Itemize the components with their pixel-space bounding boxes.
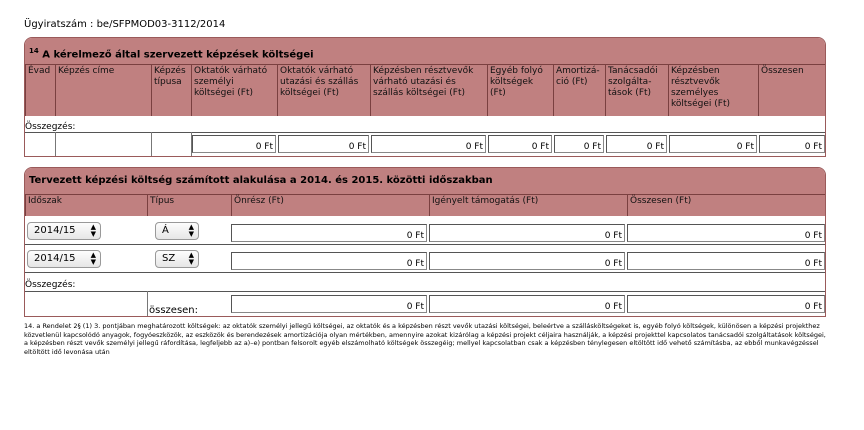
sum-instructor-travel: 0 Ft (278, 135, 369, 153)
divider (25, 244, 826, 245)
type-select[interactable] (155, 222, 199, 240)
own-contribution-input[interactable]: 0 Ft (231, 252, 427, 270)
divider (55, 132, 56, 157)
col-header-amortization: Amortizá-ció (Ft) (553, 64, 605, 116)
grand-total: 0 Ft (627, 295, 825, 313)
footnote-ref: 14 (29, 47, 39, 55)
stepper-arrows-icon: ▲ ▼ (90, 223, 96, 238)
footnote: 14. a Rendelet 2§ (1) 3. pontjában meghatározott költségek: az oktatók személyi jellegű költségei, az oktatók és a képzésben részt vevők utazási költségei, beleértve a szállásköltségeket is, egyéb folyó költségek, különösen a képzési projekthez közvetlenül kapcsolódó anyagok, fogyóeszközök, az eszközök és berendezések amortizációja olyan mértékben, amennyire azokat kizárólag a képzési projekt céljaira használják, a képzési projekttel kapcsolatos tanácsadói szolgáltatások költségei, a képzésben részt vevők személyi jellegű ráfordítása, legfeljebb az a)–e) pontban felsorolt egyéb elszámolható költségek összegéig; mellyel kapcsolatban csak a képzésben ténylegesen eltöltött idő vehető számításba, az ebből munkavégzéssel eltöltött idő levonása után (24, 322, 826, 356)
type-value: Á (162, 225, 169, 236)
requested-support-input[interactable]: 0 Ft (429, 252, 625, 270)
col-header-requested-support: Igényelt támogatás (Ft) (429, 194, 627, 216)
col-header-type: Típus (147, 194, 231, 216)
total-requested-support: 0 Ft (429, 295, 625, 313)
col-header-consulting: Tanácsadói szolgálta-tások (Ft) (605, 64, 668, 116)
col-header-total: Összesen (758, 64, 826, 116)
col-header-total: Összesen (Ft) (627, 194, 826, 216)
divider (151, 132, 152, 157)
summary-label: Összegzés: (25, 280, 76, 290)
col-header-period: Időszak (25, 194, 147, 216)
col-header-participant-personal: Képzésben résztvevők személyes költségei (Ft) (668, 64, 758, 116)
divider (147, 291, 148, 317)
col-header-type: Képzés típusa (151, 64, 191, 116)
total-own-contribution: 0 Ft (231, 295, 427, 313)
divider (25, 132, 826, 133)
panel-title: Tervezett képzési költség számított alakulása a 2014. és 2015. közötti időszakban (25, 168, 825, 194)
training-costs-panel (24, 37, 826, 157)
type-select[interactable] (155, 250, 199, 268)
col-header-participant-travel: Képzésben résztvevők várható utazási és szállás költségei (Ft) (370, 64, 487, 116)
sum-amortization: 0 Ft (554, 135, 604, 153)
stepper-arrows-icon: ▲ ▼ (188, 251, 194, 266)
own-contribution-input[interactable]: 0 Ft (231, 224, 427, 242)
divider (25, 272, 826, 273)
col-header-instructor-personal: Oktatók várható személyi költségei (Ft) (191, 64, 277, 116)
col-header-own-contribution: Önrész (Ft) (231, 194, 429, 216)
col-header-title: Képzés címe (55, 64, 151, 116)
row-total: 0 Ft (627, 252, 825, 270)
col-header-instructor-travel: Oktatók várható utazási és szállás költségei (Ft) (277, 64, 370, 116)
sum-participant-personal: 0 Ft (669, 135, 757, 153)
period-value: 2014/15 (34, 253, 76, 264)
stepper-arrows-icon: ▲ ▼ (188, 223, 194, 238)
requested-support-input[interactable]: 0 Ft (429, 224, 625, 242)
col-header-season: Évad (25, 64, 55, 116)
panel-title (25, 38, 825, 64)
sum-total: 0 Ft (759, 135, 825, 153)
period-select[interactable] (27, 250, 101, 268)
row-total: 0 Ft (627, 224, 825, 242)
divider (25, 291, 826, 292)
panel-title-text: A kérelmező által szervezett képzések költségei (38, 49, 314, 61)
case-number: Ügyiratszám : be/SFPMOD03-3112/2014 (24, 19, 226, 30)
sum-consulting: 0 Ft (606, 135, 667, 153)
total-label: összesen: (149, 305, 199, 316)
col-header-other: Egyéb folyó költségek (Ft) (487, 64, 553, 116)
sum-instructor-personal: 0 Ft (192, 135, 276, 153)
stepper-arrows-icon: ▲ ▼ (90, 251, 96, 266)
sum-other: 0 Ft (488, 135, 552, 153)
period-select[interactable] (27, 222, 101, 240)
period-value: 2014/15 (34, 225, 76, 236)
type-value: SZ (162, 253, 176, 264)
cost-breakdown-panel (24, 167, 826, 317)
summary-label: Összegzés: (25, 122, 76, 132)
sum-participant-travel: 0 Ft (371, 135, 486, 153)
